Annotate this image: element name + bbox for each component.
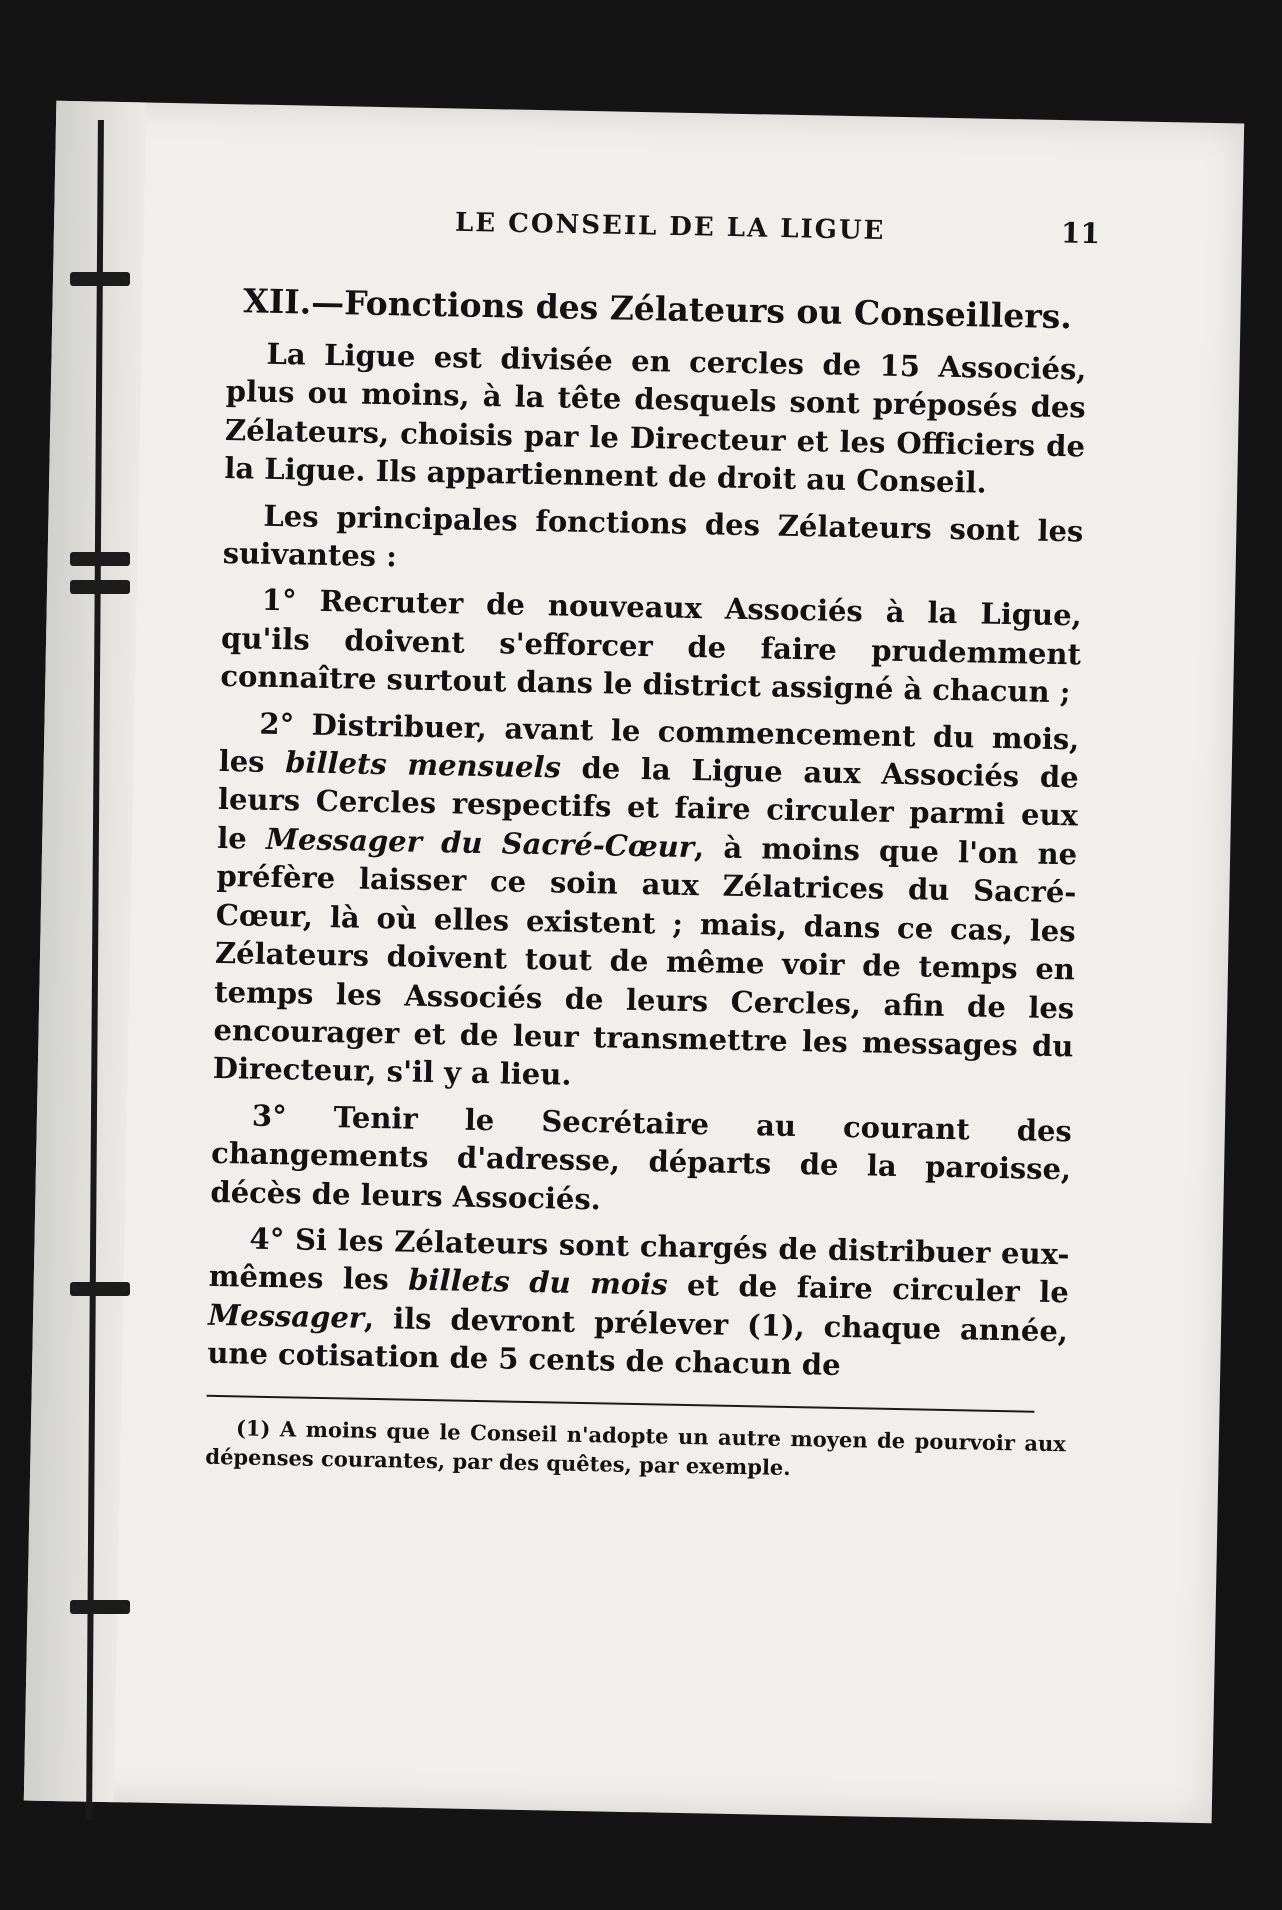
body-text [205, 280, 1088, 1487]
running-head: LE CONSEIL DE LA LIGUE [454, 207, 886, 246]
footnote: (1) A moins que le Conseil n'adopte un autre moyen de pourvoir aux dépenses courantes, par des quêtes, par exemple. [205, 1414, 1067, 1480]
paragraph-6-text: et de faire circuler le [667, 1267, 1070, 1310]
paragraph-4 [212, 704, 1079, 1105]
paragraph-6-italic: billets du mois [407, 1262, 668, 1302]
section-number: XII. [242, 281, 312, 322]
section-title-text: —Fonctions des Zélateurs ou Conseillers. [310, 282, 1073, 337]
footnote-rule [207, 1394, 1035, 1412]
paragraph-6-italic: Messager [207, 1297, 365, 1335]
binding-stitch [70, 1282, 130, 1296]
binding-stitch [70, 1600, 130, 1614]
binding-stitch [70, 552, 130, 566]
binding-stitch [70, 580, 130, 594]
paragraph-4-italic: Messager du Sacré-Cœur [265, 821, 695, 864]
paragraph-6-text: , ils devront prélever (1), chaque année, une cotisation de 5 cents de chacun de [207, 1300, 1069, 1383]
paragraph-6-text: 4° Si les Zélateurs sont chargés de distribuer eux-mêmes les [208, 1221, 1070, 1297]
paragraph-6 [207, 1219, 1070, 1389]
paragraph-4-text: , à moins que l'on ne préfère laisser ce soin aux Zélatrices du Sacré-Cœur, là où elles existent ; mais, dans ce cas, les Zélateurs doivent tout de même voir de temps en temps les Associés de leurs Cercles, afin de les encourager et de leur transmettre les messages du Directeur, s'il y a lieu. [212, 829, 1078, 1093]
paragraph-5: 3° Tenir le Secrétaire au courant des changements d'adresse, départs de la paroisse, décès de leurs Associés. [210, 1098, 1073, 1216]
binding-stitch [70, 272, 130, 286]
paragraph-4-italic: billets mensuels [284, 745, 562, 785]
paragraph-4-text: 2° Distribuer, avant le commencement du mois, les [218, 706, 1080, 780]
paragraph-1: La Ligue est divisée en cercles de 15 Associés, plus ou moins, à la tête desquels sont préposés des Zélateurs, choisis par le Directeur et les Officiers de la Ligue. Ils appartiennent de droit au Conseil. [224, 336, 1087, 500]
paragraph-3: 1° Recruter de nouveaux Associés à la Ligue, qu'ils doivent s'efforcer de faire prudemment connaître surtout dans le district assigné à chacun ; [220, 583, 1083, 710]
paragraph-2: Les principales fonctions des Zélateurs sont les suivantes : [222, 498, 1084, 574]
page-number: 11 [1060, 216, 1101, 251]
paragraph-4-text: de la Ligue aux Associés de leurs Cercles respectifs et faire circuler parmi eux le [216, 750, 1079, 856]
